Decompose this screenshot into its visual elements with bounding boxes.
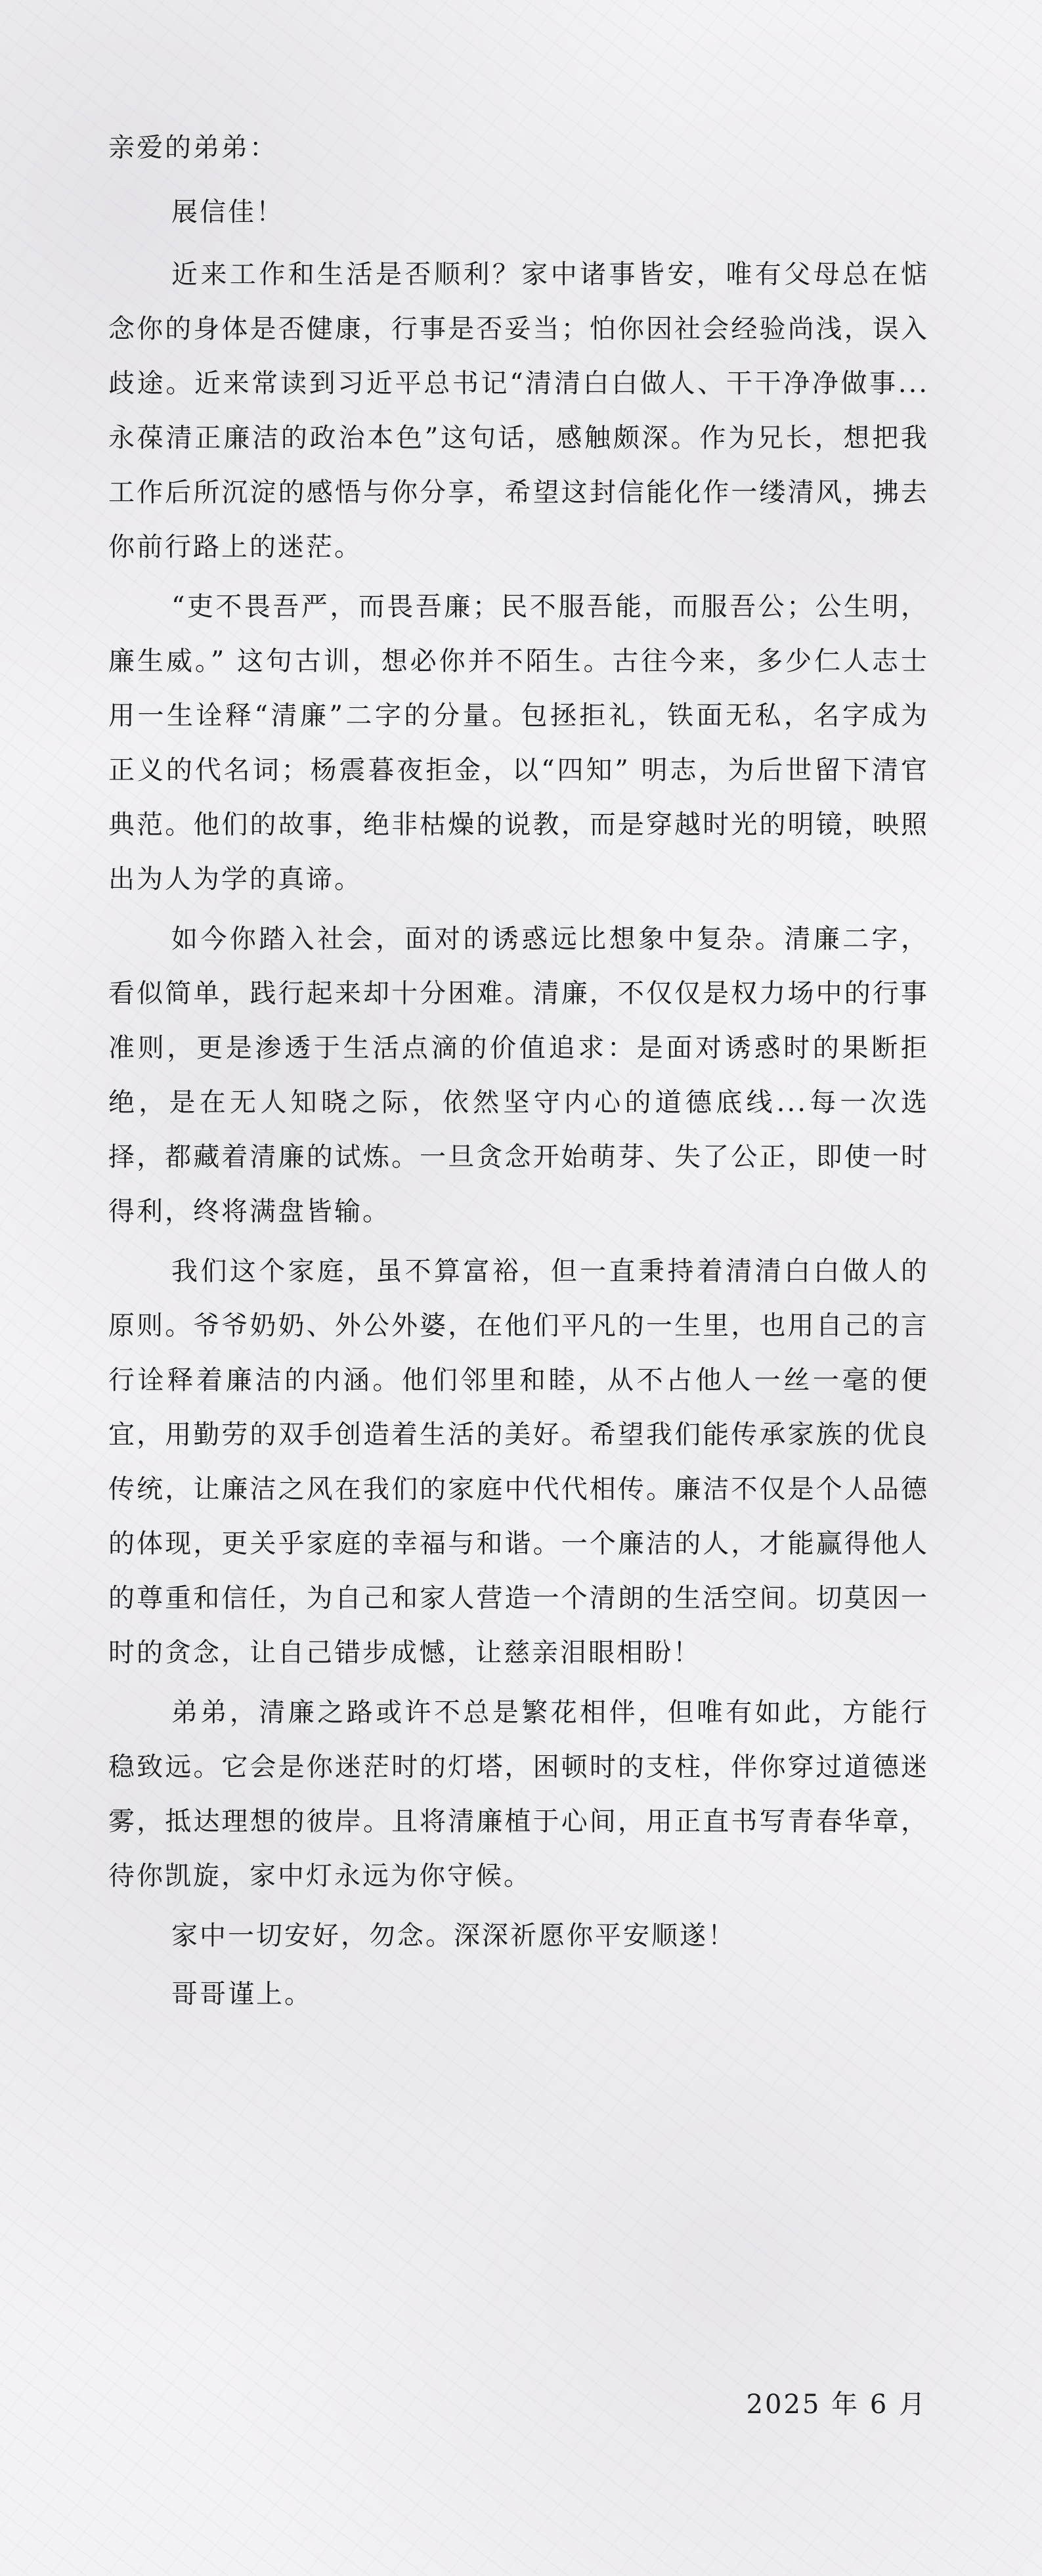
letter-body [108, 118, 929, 2026]
greeting: 展信佳！ [171, 197, 284, 227]
paragraph-4: 我们这个家庭，虽不算富裕，但一直秉持着清清白白做人的原则。爷爷奶奶、外公外婆，在他们平凡的一生里，也用自己的言行诠释着廉洁的内涵。他们邻里和睦，从不占他人一丝一毫的便宜，用勤劳的双手创造着生活的美好。希望我们能传承家族的优良传统，让廉洁之风在我们的家庭中代代相传。廉洁不仅是个人品德的体现，更关乎家庭的幸福与和谐。一个廉洁的人，才能赢得他人的尊重和信任，为自己和家人营造一个清朗的生活空间。切莫因一时的贪念，让自己错步成憾，让慈亲泪眼相盼！ [108, 1256, 929, 1668]
paragraph-2: “吏不畏吾严，而畏吾廉；民不服吾能，而服吾公；公生明，廉生威。” 这句古训，想必你并不陌生。古往今来，多少仁人志士用一生诠释“清廉”二字的分量。包拯拒礼，铁面无私，名字成为正义的代名词；杨震暮夜拒金，以“四知” 明志，为后世留下清官典范。他们的故事，绝非枯燥的说教，而是穿越时光的明镜，映照出为人为学的真谛。 [108, 592, 929, 894]
salutation: 亲爱的弟弟： [108, 133, 278, 163]
closing-wish: 家中一切安好，勿念。深深祈愿你平安顺遂！ [171, 1921, 736, 1951]
paragraph-5: 弟弟，清廉之路或许不总是繁花相伴，但唯有如此，方能行稳致远。它会是你迷茫时的灯塔，困顿时的支柱，伴你穿过道德迷雾，抵达理想的彼岸。且将清廉植于心间，用正直书写青春华章，待你凯旋，家中灯永远为你守候。 [108, 1697, 929, 1891]
paragraph-1: 近来工作和生活是否顺利？家中诸事皆安，唯有父母总在惦念你的身体是否健康，行事是否妥当；怕你因社会经验尚浅，误入歧途。近来常读到习近平总书记“清清白白做人、干干净净做事...永葆清正廉洁的政治本色”这句话，感触颇深。作为兄长，想把我工作后所沉淀的感悟与你分享，希望这封信能化作一缕清风，拂去你前行路上的迷茫。 [108, 259, 929, 562]
paragraph-3: 如今你踏入社会，面对的诱惑远比想象中复杂。清廉二字，看似简单，践行起来却十分困难。清廉，不仅仅是权力场中的行事准则，更是渗透于生活点滴的价值追求：是面对诱惑时的果断拒绝，是在无人知晓之际，依然坚守内心的道德底线...每一次选择，都藏着清廉的试炼。一旦贪念开始萌芽、失了公正，即使一时得利，终将满盘皆输。 [108, 924, 929, 1227]
signature: 哥哥谨上。 [171, 1979, 313, 2009]
letter-date: 2025 年 6 月 [746, 2390, 927, 2420]
